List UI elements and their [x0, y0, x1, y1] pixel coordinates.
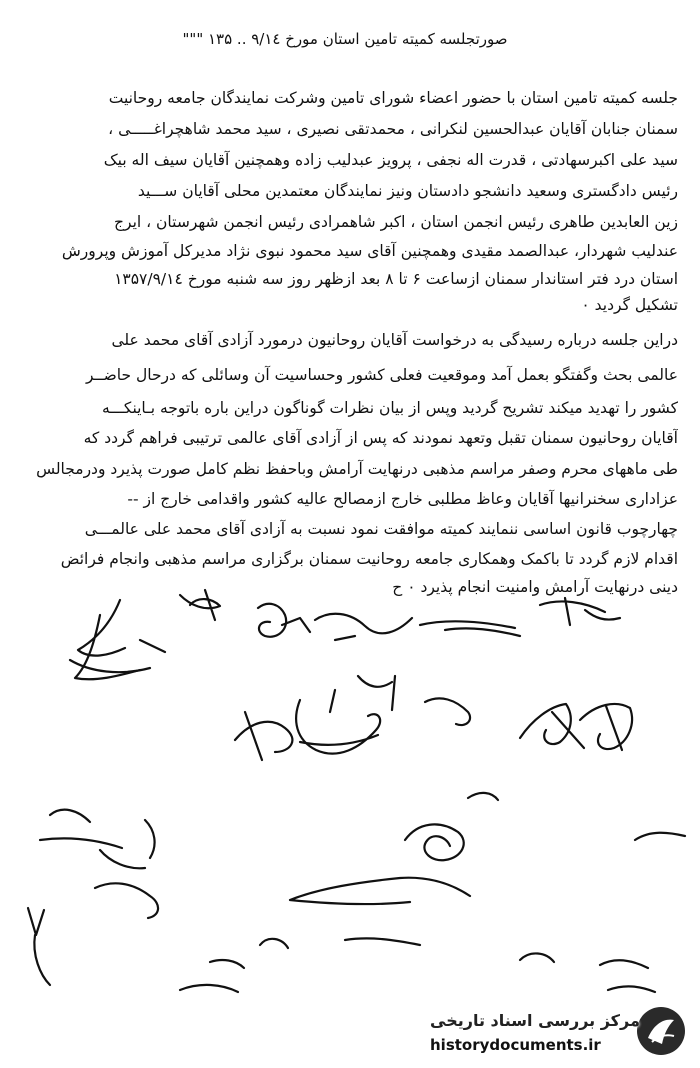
signature: [468, 793, 498, 800]
body-line: تشکیل گردید ۰: [581, 296, 678, 314]
signature: [296, 700, 380, 754]
signature: [420, 621, 520, 636]
body-line: دراین جلسه درباره رسیدگی به درخواست آقایان روحانیون درمورد آزادی آقای محمد علی: [111, 331, 678, 349]
watermark-url: historydocuments.ir: [430, 1036, 601, 1054]
signature: [235, 712, 292, 760]
signature: [28, 908, 50, 985]
body-line: استان درد فتر استاندار سمنان ازساعت ۶ تا ۸ بعد ازظهر روز سه شنبه مورخ ۱۳۵۷/۹/۱٤: [114, 270, 678, 288]
signature: [580, 704, 632, 750]
body-line: آقایان روحانیون سمنان تقبل وتعهد نمودند که پس از آزادی آقای عالمی ترتیبی فراهم گردد که: [83, 429, 678, 447]
document-title: صورتجلسه کمیته تامین استان مورخ ۹/۱٤ .. ۱۳۵ """: [182, 30, 508, 48]
body-line: عزاداری سخنرانیها آقایان وعاظ مطلبی خارج ازمصالح عالیه کشور واقدامی خارج از --: [127, 490, 678, 508]
signature: [600, 960, 655, 992]
body-line: سمنان جنابان آقایان عبدالحسین لنکرانی ، محمدتقی نصیری ، سید محمد شاهچراغـــــی ،: [108, 120, 678, 138]
signature: [345, 938, 420, 945]
signature: [258, 604, 310, 637]
body-line: عندلیب شهردار، عبدالصمد مقیدی وهمچنین آقای سید محمود نبوی نژاد مدیرکل آموزش وپرورش: [61, 242, 678, 260]
body-line: چهارچوب قانون اساسی ننمایند کمیته موافقت نمود نسبت به آزادی آقای محمد علی عالمـــی: [84, 520, 678, 538]
body-line: زین العابدین طاهری رئیس انجمن استان ، اکبر شاهمرادی رئیس انجمن شهرستان ، ایرج: [114, 213, 678, 231]
signature: [40, 810, 122, 848]
signature: [520, 953, 554, 962]
signatures-area: [0, 580, 700, 1000]
body-line: رئیس دادگستری وسعید دانشجو دادستان ونیز نمایندگان معتمدین محلی آقایان ســـید: [137, 182, 678, 200]
body-line: طی ماههای محرم وصفر مراسم مذهبی درنهایت آرامش وباحفظ نظم کامل صورت پذیرد ودرمجالس: [36, 460, 678, 478]
signature: [405, 824, 464, 860]
signature: [330, 676, 395, 712]
signature: [260, 939, 288, 948]
signature: [180, 960, 244, 992]
signature: [315, 614, 412, 640]
signature: [540, 598, 620, 625]
body-line: عالمی بحث وگفتگو بعمل آمد وموقعیت فعلی کشور وحساسیت آن وسائلی که درحال حاضــر: [85, 366, 678, 384]
watermark-text: مرکز بررسی اسناد تاریخی: [430, 1011, 640, 1030]
body-line: جلسه کمیته تامین استان با حضور اعضاء شورای تامین وشرکت نمایندگان جامعه روحانیت: [108, 89, 678, 107]
signature: [520, 704, 584, 748]
archive-logo-icon: [634, 1004, 688, 1058]
signature: [425, 698, 470, 725]
body-line: دینی درنهایت آرامش وامنیت انجام پذیرد ۰ ح: [392, 578, 678, 596]
signature: [635, 833, 685, 840]
body-line: سید علی اکبرسهادتی ، قدرت اله نجفی ، پرویز عبدلیب زاده وهمچنین آقایان سیف اله بیک: [103, 151, 678, 169]
body-line: اقدام لازم گردد تا باکمک وهمکاری جامعه روحانیت سمنان برگزاری مراسم مذهبی وانجام فرائض: [60, 550, 678, 568]
signature: [180, 590, 220, 620]
signature: [290, 878, 470, 904]
signature: [95, 883, 158, 918]
body-line: کشور را تهدید میکند تشریح گردید وپس از بیان نظرات گوناگون دراین باره باتوجه بـاینکـــه: [101, 399, 678, 417]
